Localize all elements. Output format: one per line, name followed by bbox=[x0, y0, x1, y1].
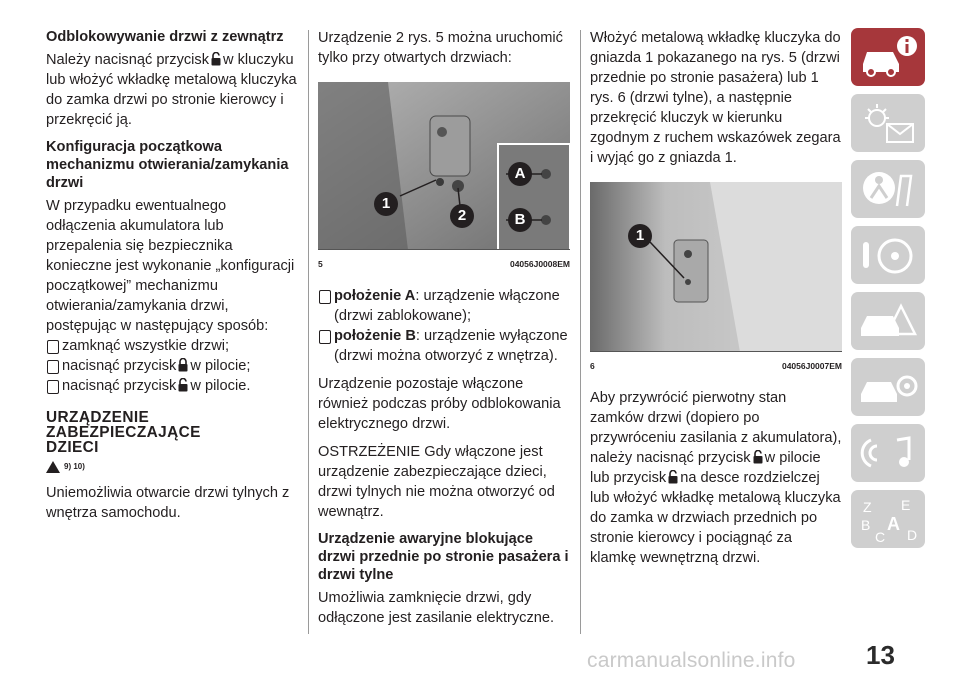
safety-icon bbox=[857, 166, 919, 212]
svg-text:C: C bbox=[875, 529, 886, 542]
list-item: zamknąć wszystkie drzwi; bbox=[46, 336, 298, 356]
tab-index[interactable] bbox=[851, 490, 925, 548]
tab-safety[interactable] bbox=[851, 160, 925, 218]
column-divider bbox=[580, 30, 581, 634]
section-heading: URZĄDZENIE ZABEZPIECZAJĄCE DZIECI bbox=[46, 409, 201, 456]
lock-icon bbox=[178, 358, 188, 372]
column-divider bbox=[308, 30, 309, 634]
heading-odblokowywanie: Odblokowywanie drzwi z zewnątrz bbox=[46, 29, 284, 45]
column-1 bbox=[46, 28, 298, 531]
heading-konfiguracja: Konfiguracja początkowa mechanizmu otwierania/zamykania drzwi bbox=[46, 139, 289, 191]
chapter-sidebar bbox=[851, 28, 925, 556]
callout-a: A bbox=[508, 162, 532, 186]
paragraph: Umożliwia zamknięcie drzwi, gdy odłączone jest zasilanie elektryczne. bbox=[318, 590, 555, 626]
maintenance-icon bbox=[857, 364, 919, 410]
callout-2: 2 bbox=[450, 204, 474, 228]
warning-triangle-icon bbox=[46, 461, 60, 473]
list-item: położenie B: urządzenie wyłączone (drzwi można otworzyć z wnętrza). bbox=[318, 326, 570, 366]
figure-caption: 5 04056J0008EM bbox=[318, 259, 570, 269]
tab-emergency[interactable] bbox=[851, 292, 925, 350]
tab-maintenance[interactable] bbox=[851, 358, 925, 416]
svg-text:Z: Z bbox=[863, 499, 872, 515]
paragraph: Należy nacisnąć przycisk w kluczyku lub włożyć wkładkę metalową kluczyka do zamka drzwi po stronie kierowcy i przekręcić ją. bbox=[46, 52, 297, 128]
unlock-icon bbox=[211, 52, 221, 66]
tab-warning-lights[interactable] bbox=[851, 94, 925, 152]
car-info-icon bbox=[857, 34, 919, 80]
warning-lights-icon bbox=[857, 100, 919, 146]
column-3 bbox=[590, 28, 842, 576]
paragraph: Aby przywrócić pierwotny stan zamków drzwi (dopiero po przywróceniu zasilania z akumulatora), należy nacisnąć przycisk w pilocie lub przycisk na desce rozdzielczej lub włożyć wkładkę metalową kluczyka do zamka w drzwiach przednich po stronie kierowcy i pociągnąć za klamkę wewnętrzną drzwi. bbox=[590, 390, 842, 566]
multimedia-icon bbox=[857, 430, 919, 476]
svg-text:B: B bbox=[861, 517, 871, 533]
paragraph: Uniemożliwia otwarcie drzwi tylnych z wnętrza samochodu. bbox=[46, 485, 290, 521]
unlock-icon bbox=[178, 378, 188, 392]
callout-b: B bbox=[508, 208, 532, 232]
emergency-icon bbox=[857, 298, 919, 344]
svg-text:A: A bbox=[887, 514, 900, 534]
paragraph: Włożyć metalową wkładkę kluczyka do gniazda 1 pokazanego na rys. 5 (drzwi przednie po stronie pasażera) lub 1 rys. 6 (drzwi tylne), a następnie przekręcić kluczyk w kierunku zgodnym z ruchem wskazówek zegara i wyjąć go z gniazda 1. bbox=[590, 30, 841, 166]
index-icon bbox=[857, 496, 919, 542]
watermark: carmanualsonline.info bbox=[587, 649, 796, 672]
tab-driving[interactable] bbox=[851, 226, 925, 284]
callout-1: 1 bbox=[628, 224, 652, 248]
heading-awaryjne: Urządzenie awaryjne blokujące drzwi przednie po stronie pasażera i drzwi tylne bbox=[318, 531, 569, 583]
tab-multimedia[interactable] bbox=[851, 424, 925, 482]
rear-door-lock-illustration bbox=[590, 182, 842, 352]
figure-5-image bbox=[318, 82, 570, 250]
list-item: nacisnąć przycisk w pilocie. bbox=[46, 376, 298, 396]
svg-text:E: E bbox=[901, 497, 911, 513]
callout-1: 1 bbox=[374, 192, 398, 216]
paragraph: OSTRZEŻENIE Gdy włączone jest urządzenie zabezpieczające dzieci, drzwi tylnych nie można otworzyć od wewnątrz. bbox=[318, 444, 555, 520]
list-item: nacisnąć przycisk w pilocie; bbox=[46, 356, 298, 376]
unlock-icon bbox=[668, 470, 678, 484]
driving-icon bbox=[857, 232, 919, 278]
list-item: położenie A: urządzenie włączone (drzwi zablokowane); bbox=[318, 286, 570, 326]
warning-reference: 9) 10) bbox=[46, 457, 298, 477]
unlock-icon bbox=[753, 450, 763, 464]
figure-6-image bbox=[590, 182, 842, 352]
paragraph: Urządzenie 2 rys. 5 można uruchomić tylko przy otwartych drzwiach: bbox=[318, 30, 563, 66]
paragraph: Urządzenie pozostaje włączone również podczas próby odblokowania elektrycznego drzwi. bbox=[318, 376, 561, 432]
column-2 bbox=[318, 28, 570, 636]
figure-caption: 6 04056J0007EM bbox=[590, 361, 842, 371]
page-number: 13 bbox=[866, 640, 895, 670]
paragraph: W przypadku ewentualnego odłączenia akumulatora lub przepalenia się bezpiecznika konieczne jest wykonanie „konfiguracji początkowej” mechanizmu otwierania/zamykania drzwi, postępując w następujący sposób: bbox=[46, 198, 295, 334]
svg-text:D: D bbox=[907, 527, 918, 542]
door-lock-illustration bbox=[318, 82, 570, 250]
tab-car-info[interactable] bbox=[851, 28, 925, 86]
